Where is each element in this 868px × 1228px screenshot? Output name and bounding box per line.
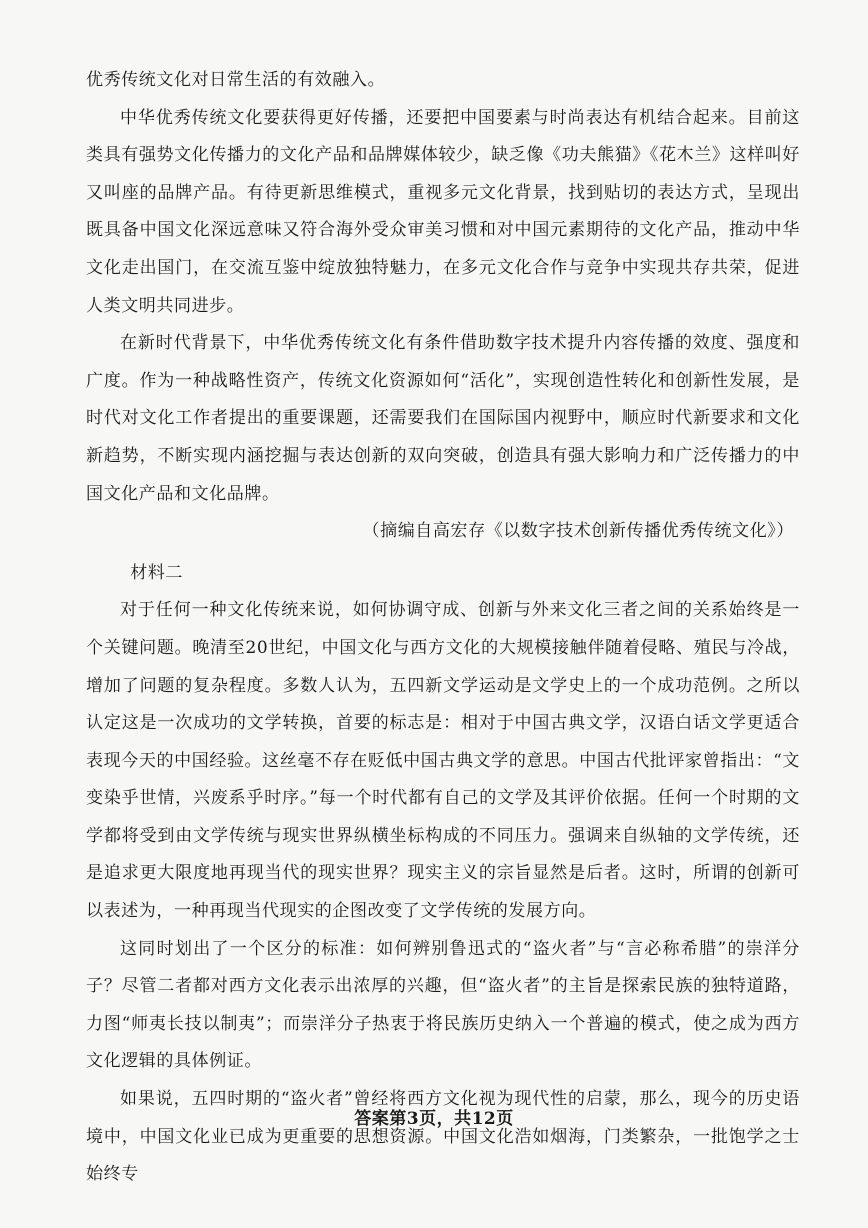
source-citation: （摘编自高宏存《以数字技术创新传播优秀传统文化》） bbox=[362, 521, 794, 542]
paragraph-may-fourth: 如果说，五四时期的“盗火者”曾经将西方文化视为现代性的启蒙，那么，现今的历史语境中，中国文化业已成为更重要的思想资源。中国文化浩如烟海，门类繁杂，一批饱学之士始终专 bbox=[86, 1089, 800, 1185]
paragraph-cultural-products: 中华优秀传统文化要获得更好传播，还要把中国要素与时尚表达有机结合起来。目前这类具有强势文化传播力的文化产品和品牌媒体较少，缺乏像《功夫熊猫》《花木兰》这样叫好又叫座的品牌产品。有待更新思维模式，重视多元文化背景，找到贴切的表达方式，呈现出既具备中国文化深远意味又符合海外受众审美习惯和对中国元素期待的文化产品，推动中华文化走出国门，在交流互鉴中绽放独特魅力，在多元文化合作与竞争中实现共存共荣，促进人类文明共同进步。 bbox=[86, 107, 800, 316]
section-title-material-two: 材料二 bbox=[130, 562, 183, 583]
page-footer: 答案第3页，共12页 bbox=[354, 1109, 514, 1129]
paragraph-continuation: 优秀传统文化对日常生活的有效融入。 bbox=[86, 70, 386, 90]
document-body bbox=[86, 62, 800, 1194]
paragraph-digital-technology: 在新时代背景下，中华优秀传统文化有条件借助数字技术提升内容传播的效度、强度和广度。作为一种战略性资产，传统文化资源如何“活化”，实现创造性转化和创新性发展，是时代对文化工作者提出的重要课题，还需要我们在国际国内视野中，顺应时代新要求和文化新趋势，不断实现内涵挖掘与表达创新的双向突破，创造具有强大影响力和广泛传播力的中国文化产品和文化品牌。 bbox=[86, 333, 800, 504]
paragraph-cultural-tradition: 对于任何一种文化传统来说，如何协调守成、创新与外来文化三者之间的关系始终是一个关键问题。晚清至20世纪，中国文化与西方文化的大规模接触伴随着侵略、殖民与冷战，增加了问题的复杂程度。多数人认为，五四新文学运动是文学史上的一个成功范例。之所以认定这是一次成功的文学转换，首要的标志是：相对于中国古典文学，汉语白话文学更适合表现今天的中国经验。这丝毫不存在贬低中国古典文学的意思。中国古代批评家曾指出：“文变染乎世情，兴废系乎时序。”每一个时代都有自己的文学及其评价依据。任何一个时期的文学都将受到由文学传统与现实世界纵横坐标构成的不同压力。强调来自纵轴的文学传统，还是追求更大限度地再现当代的现实世界？现实主义的宗旨显然是后者。这时，所谓的创新可以表述为，一种再现当代现实的企图改变了文学传统的发展方向。 bbox=[86, 600, 800, 922]
paragraph-distinction-standard: 这同时划出了一个区分的标准：如何辨别鲁迅式的“盗火者”与“言必称希腊”的崇洋分子？尽管二者都对西方文化表示出浓厚的兴趣，但“盗火者”的主旨是探索民族的独特道路，力图“师夷长技以制夷”；而崇洋分子热衷于将民族历史纳入一个普遍的模式，使之成为西方文化逻辑的具体例证。 bbox=[86, 938, 800, 1072]
